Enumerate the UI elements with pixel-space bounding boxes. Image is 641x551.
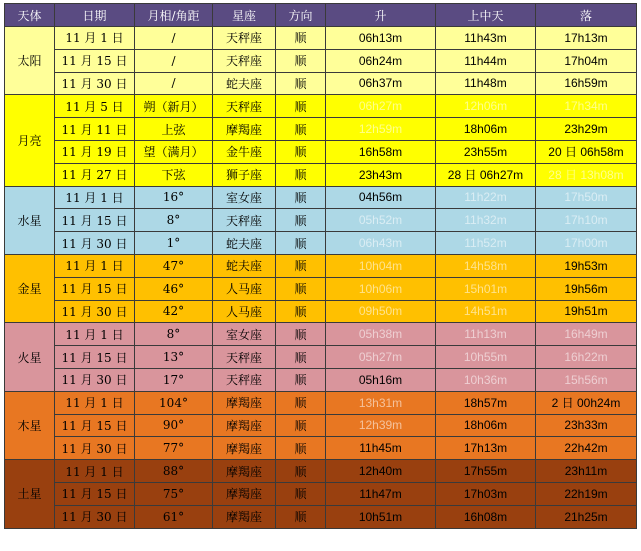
set-cell: 17h50m	[536, 186, 637, 209]
set-cell: 16h59m	[536, 72, 637, 95]
date-cell: 11 月 30 日	[55, 300, 135, 323]
set-cell: 15h56m	[536, 368, 637, 391]
constellation-cell: 摩羯座	[213, 505, 276, 528]
table-row	[5, 27, 637, 50]
header-set: 落	[536, 4, 637, 27]
direction-cell: 顺	[276, 277, 326, 300]
transit-cell: 10h55m	[436, 346, 536, 369]
header-direction: 方向	[276, 4, 326, 27]
table-row	[5, 209, 637, 232]
phase-cell: 16°	[135, 186, 213, 209]
date-cell: 11 月 15 日	[55, 482, 135, 505]
rise-cell: 10h04m	[326, 254, 436, 277]
celestial-body-cell: 土星	[5, 460, 55, 528]
constellation-cell: 室女座	[213, 323, 276, 346]
direction-cell: 顺	[276, 232, 326, 255]
rise-cell: 05h52m	[326, 209, 436, 232]
table-row	[5, 277, 637, 300]
transit-cell: 17h55m	[436, 460, 536, 483]
date-cell: 11 月 1 日	[55, 27, 135, 50]
date-cell: 11 月 15 日	[55, 209, 135, 232]
table-row	[5, 232, 637, 255]
constellation-cell: 摩羯座	[213, 118, 276, 141]
rise-cell: 06h24m	[326, 49, 436, 72]
transit-cell: 17h13m	[436, 437, 536, 460]
direction-cell: 顺	[276, 300, 326, 323]
header-constellation: 星座	[213, 4, 276, 27]
direction-cell: 顺	[276, 482, 326, 505]
table-row	[5, 118, 637, 141]
direction-cell: 顺	[276, 95, 326, 118]
rise-cell: 10h06m	[326, 277, 436, 300]
phase-cell: 75°	[135, 482, 213, 505]
rise-cell: 12h59m	[326, 118, 436, 141]
set-cell: 19h53m	[536, 254, 637, 277]
rise-cell: 10h51m	[326, 505, 436, 528]
rise-cell: 05h27m	[326, 346, 436, 369]
table-row	[5, 254, 637, 277]
constellation-cell: 天秤座	[213, 49, 276, 72]
phase-cell: 46°	[135, 277, 213, 300]
transit-cell: 18h06m	[436, 414, 536, 437]
header-phase: 月相/角距	[135, 4, 213, 27]
table-row	[5, 437, 637, 460]
date-cell: 11 月 5 日	[55, 95, 135, 118]
direction-cell: 顺	[276, 140, 326, 163]
date-cell: 11 月 15 日	[55, 277, 135, 300]
direction-cell: 顺	[276, 163, 326, 186]
date-cell: 11 月 1 日	[55, 186, 135, 209]
transit-cell: 18h06m	[436, 118, 536, 141]
rise-cell: 12h40m	[326, 460, 436, 483]
direction-cell: 顺	[276, 72, 326, 95]
direction-cell: 顺	[276, 118, 326, 141]
date-cell: 11 月 30 日	[55, 72, 135, 95]
rise-cell: 05h38m	[326, 323, 436, 346]
transit-cell: 11h22m	[436, 186, 536, 209]
rise-cell: 06h43m	[326, 232, 436, 255]
table-row	[5, 186, 637, 209]
transit-cell: 14h51m	[436, 300, 536, 323]
rise-cell: 11h45m	[326, 437, 436, 460]
transit-cell: 17h03m	[436, 482, 536, 505]
set-cell: 19h51m	[536, 300, 637, 323]
direction-cell: 顺	[276, 49, 326, 72]
celestial-body-cell: 太阳	[5, 27, 55, 95]
constellation-cell: 摩羯座	[213, 460, 276, 483]
phase-cell: /	[135, 72, 213, 95]
phase-cell: /	[135, 49, 213, 72]
constellation-cell: 天秤座	[213, 27, 276, 50]
set-cell: 20 日 06h58m	[536, 140, 637, 163]
header-rise: 升	[326, 4, 436, 27]
phase-cell: 77°	[135, 437, 213, 460]
phase-cell: 47°	[135, 254, 213, 277]
phase-cell: 8°	[135, 209, 213, 232]
rise-cell: 23h43m	[326, 163, 436, 186]
phase-cell: 104°	[135, 391, 213, 414]
direction-cell: 顺	[276, 323, 326, 346]
ephemeris-table	[4, 3, 637, 529]
phase-cell: 下弦	[135, 163, 213, 186]
phase-cell: 1°	[135, 232, 213, 255]
table-body	[5, 27, 637, 529]
date-cell: 11 月 30 日	[55, 505, 135, 528]
rise-cell: 05h16m	[326, 368, 436, 391]
transit-cell: 15h01m	[436, 277, 536, 300]
phase-cell: 90°	[135, 414, 213, 437]
set-cell: 17h13m	[536, 27, 637, 50]
celestial-body-cell: 水星	[5, 186, 55, 254]
table-row	[5, 72, 637, 95]
constellation-cell: 人马座	[213, 300, 276, 323]
set-cell: 17h34m	[536, 95, 637, 118]
rise-cell: 12h39m	[326, 414, 436, 437]
constellation-cell: 天秤座	[213, 209, 276, 232]
date-cell: 11 月 19 日	[55, 140, 135, 163]
date-cell: 11 月 1 日	[55, 254, 135, 277]
direction-cell: 顺	[276, 186, 326, 209]
rise-cell: 06h27m	[326, 95, 436, 118]
table-row	[5, 460, 637, 483]
set-cell: 19h56m	[536, 277, 637, 300]
transit-cell: 11h52m	[436, 232, 536, 255]
header-transit: 上中天	[436, 4, 536, 27]
direction-cell: 顺	[276, 460, 326, 483]
phase-cell: 42°	[135, 300, 213, 323]
transit-cell: 28 日 06h27m	[436, 163, 536, 186]
rise-cell: 06h13m	[326, 27, 436, 50]
set-cell: 23h33m	[536, 414, 637, 437]
date-cell: 11 月 11 日	[55, 118, 135, 141]
table-row	[5, 505, 637, 528]
constellation-cell: 狮子座	[213, 163, 276, 186]
set-cell: 17h10m	[536, 209, 637, 232]
constellation-cell: 天秤座	[213, 368, 276, 391]
constellation-cell: 摩羯座	[213, 391, 276, 414]
transit-cell: 12h06m	[436, 95, 536, 118]
celestial-body-cell: 月亮	[5, 95, 55, 186]
constellation-cell: 蛇夫座	[213, 72, 276, 95]
transit-cell: 11h43m	[436, 27, 536, 50]
set-cell: 23h11m	[536, 460, 637, 483]
table-row	[5, 368, 637, 391]
set-cell: 21h25m	[536, 505, 637, 528]
table-row	[5, 140, 637, 163]
transit-cell: 11h44m	[436, 49, 536, 72]
table-row	[5, 300, 637, 323]
celestial-body-cell: 金星	[5, 254, 55, 322]
celestial-body-cell: 火星	[5, 323, 55, 391]
direction-cell: 顺	[276, 368, 326, 391]
header-date: 日期	[55, 4, 135, 27]
date-cell: 11 月 15 日	[55, 414, 135, 437]
date-cell: 11 月 30 日	[55, 368, 135, 391]
table-row	[5, 163, 637, 186]
rise-cell: 16h58m	[326, 140, 436, 163]
direction-cell: 顺	[276, 414, 326, 437]
direction-cell: 顺	[276, 254, 326, 277]
direction-cell: 顺	[276, 505, 326, 528]
constellation-cell: 天秤座	[213, 95, 276, 118]
phase-cell: /	[135, 27, 213, 50]
date-cell: 11 月 15 日	[55, 346, 135, 369]
table-row	[5, 323, 637, 346]
header-body: 天体	[5, 4, 55, 27]
table-row	[5, 482, 637, 505]
table-row	[5, 95, 637, 118]
constellation-cell: 摩羯座	[213, 437, 276, 460]
table-row	[5, 391, 637, 414]
constellation-cell: 蛇夫座	[213, 254, 276, 277]
constellation-cell: 摩羯座	[213, 414, 276, 437]
set-cell: 16h49m	[536, 323, 637, 346]
rise-cell: 09h50m	[326, 300, 436, 323]
phase-cell: 61°	[135, 505, 213, 528]
table-row	[5, 49, 637, 72]
transit-cell: 18h57m	[436, 391, 536, 414]
set-cell: 22h42m	[536, 437, 637, 460]
table-row	[5, 414, 637, 437]
phase-cell: 17°	[135, 368, 213, 391]
rise-cell: 13h31m	[326, 391, 436, 414]
set-cell: 17h00m	[536, 232, 637, 255]
set-cell: 17h04m	[536, 49, 637, 72]
constellation-cell: 摩羯座	[213, 482, 276, 505]
set-cell: 28 日 13h08m	[536, 163, 637, 186]
direction-cell: 顺	[276, 209, 326, 232]
date-cell: 11 月 1 日	[55, 323, 135, 346]
constellation-cell: 蛇夫座	[213, 232, 276, 255]
constellation-cell: 室女座	[213, 186, 276, 209]
direction-cell: 顺	[276, 437, 326, 460]
ephemeris-table-container	[4, 3, 636, 529]
table-header	[5, 4, 637, 27]
rise-cell: 06h37m	[326, 72, 436, 95]
date-cell: 11 月 30 日	[55, 437, 135, 460]
transit-cell: 16h08m	[436, 505, 536, 528]
transit-cell: 11h32m	[436, 209, 536, 232]
transit-cell: 11h13m	[436, 323, 536, 346]
celestial-body-cell: 木星	[5, 391, 55, 459]
header-row	[5, 4, 637, 27]
set-cell: 2 日 00h24m	[536, 391, 637, 414]
phase-cell: 朔（新月）	[135, 95, 213, 118]
date-cell: 11 月 1 日	[55, 460, 135, 483]
date-cell: 11 月 1 日	[55, 391, 135, 414]
constellation-cell: 人马座	[213, 277, 276, 300]
date-cell: 11 月 30 日	[55, 232, 135, 255]
direction-cell: 顺	[276, 346, 326, 369]
phase-cell: 88°	[135, 460, 213, 483]
constellation-cell: 天秤座	[213, 346, 276, 369]
constellation-cell: 金牛座	[213, 140, 276, 163]
date-cell: 11 月 27 日	[55, 163, 135, 186]
phase-cell: 望（满月）	[135, 140, 213, 163]
phase-cell: 8°	[135, 323, 213, 346]
rise-cell: 04h56m	[326, 186, 436, 209]
rise-cell: 11h47m	[326, 482, 436, 505]
table-row	[5, 346, 637, 369]
transit-cell: 10h36m	[436, 368, 536, 391]
set-cell: 22h19m	[536, 482, 637, 505]
set-cell: 23h29m	[536, 118, 637, 141]
transit-cell: 11h48m	[436, 72, 536, 95]
phase-cell: 13°	[135, 346, 213, 369]
direction-cell: 顺	[276, 27, 326, 50]
phase-cell: 上弦	[135, 118, 213, 141]
direction-cell: 顺	[276, 391, 326, 414]
set-cell: 16h22m	[536, 346, 637, 369]
transit-cell: 23h55m	[436, 140, 536, 163]
date-cell: 11 月 15 日	[55, 49, 135, 72]
transit-cell: 14h58m	[436, 254, 536, 277]
